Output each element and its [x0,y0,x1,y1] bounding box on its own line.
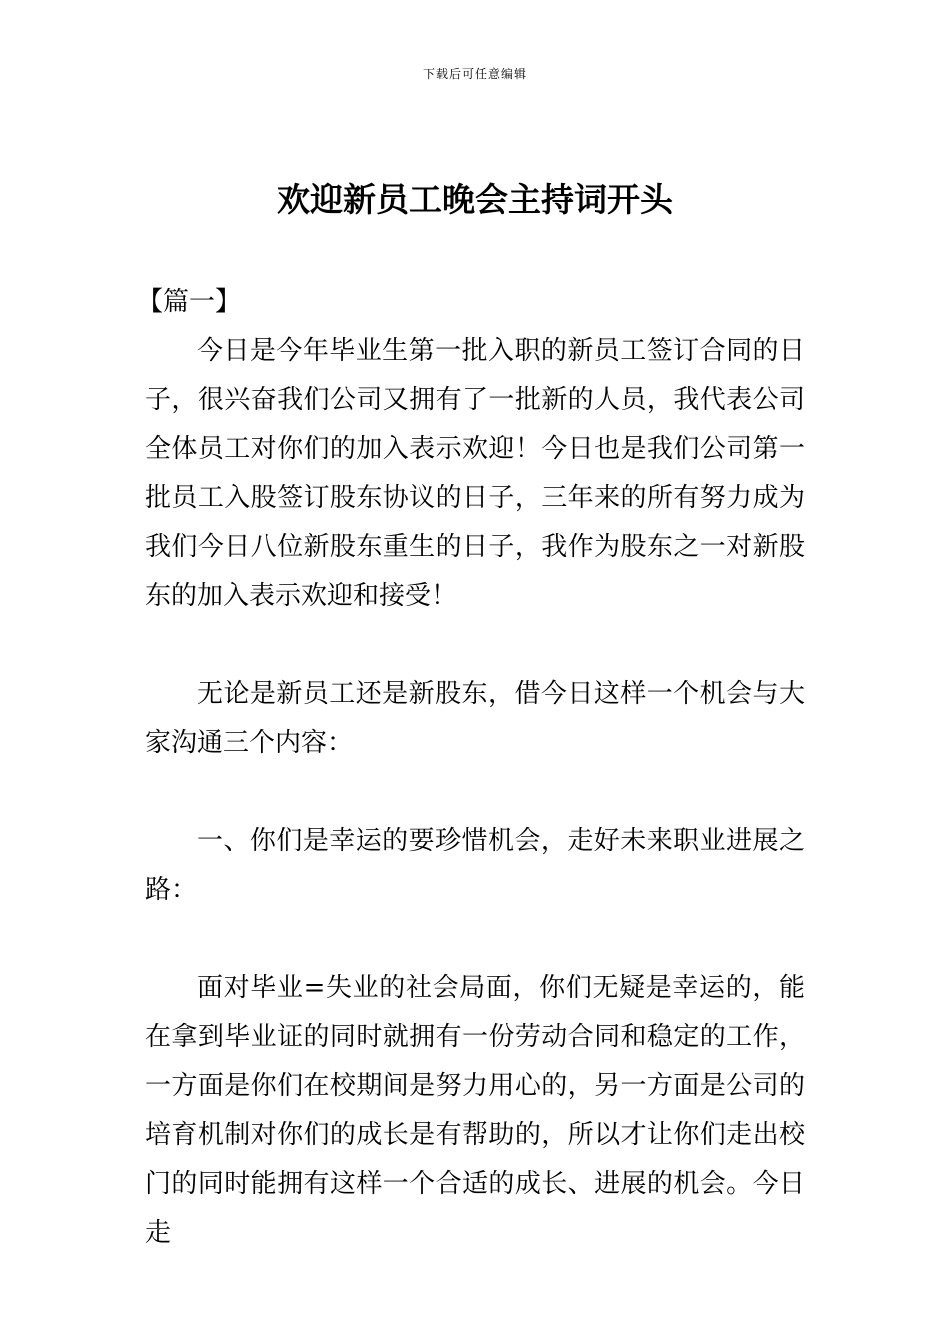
paragraph-2: 无论是新员工还是新股东，借今日这样一个机会与大家沟通三个内容： [145,679,805,758]
paragraph-spacer [145,621,805,670]
paragraph-3: 一、你们是幸运的要珍惜机会，走好未来职业进展之路： [145,826,805,905]
header-note: 下载后可任意编辑 [422,67,527,81]
paragraph-spacer [145,915,805,964]
paragraph-1: 今日是今年毕业生第一批入职的新员工签订合同的日子，很兴奋我们公司又拥有了一批新的人员，我代表公司全体员工对你们的加入表示欢迎！今日也是我们公司第一批员工入股签订股东协议的日子，三年来的所有努力成为我们今日八位新股东重生的日子，我作为股东之一对新股东的加入表示欢迎和接受！ [145,336,805,611]
document-title: 欢迎新员工晚会主持词开头 [277,180,673,219]
document-body [137,278,805,1258]
paragraph-4: 面对毕业=失业的社会局面，你们无疑是幸运的，能在拿到毕业证的同时就拥有一份劳动合同和稳定的工作，一方面是你们在校期间是努力用心的，另一方面是公司的培育机制对你们的成长是有帮助的，所以才让你们走出校门的同时能拥有这样一个合适的成长、进展的机会。今日走 [145,973,805,1248]
paragraph-spacer [145,768,805,817]
section-label: 【篇一】 [137,287,242,317]
